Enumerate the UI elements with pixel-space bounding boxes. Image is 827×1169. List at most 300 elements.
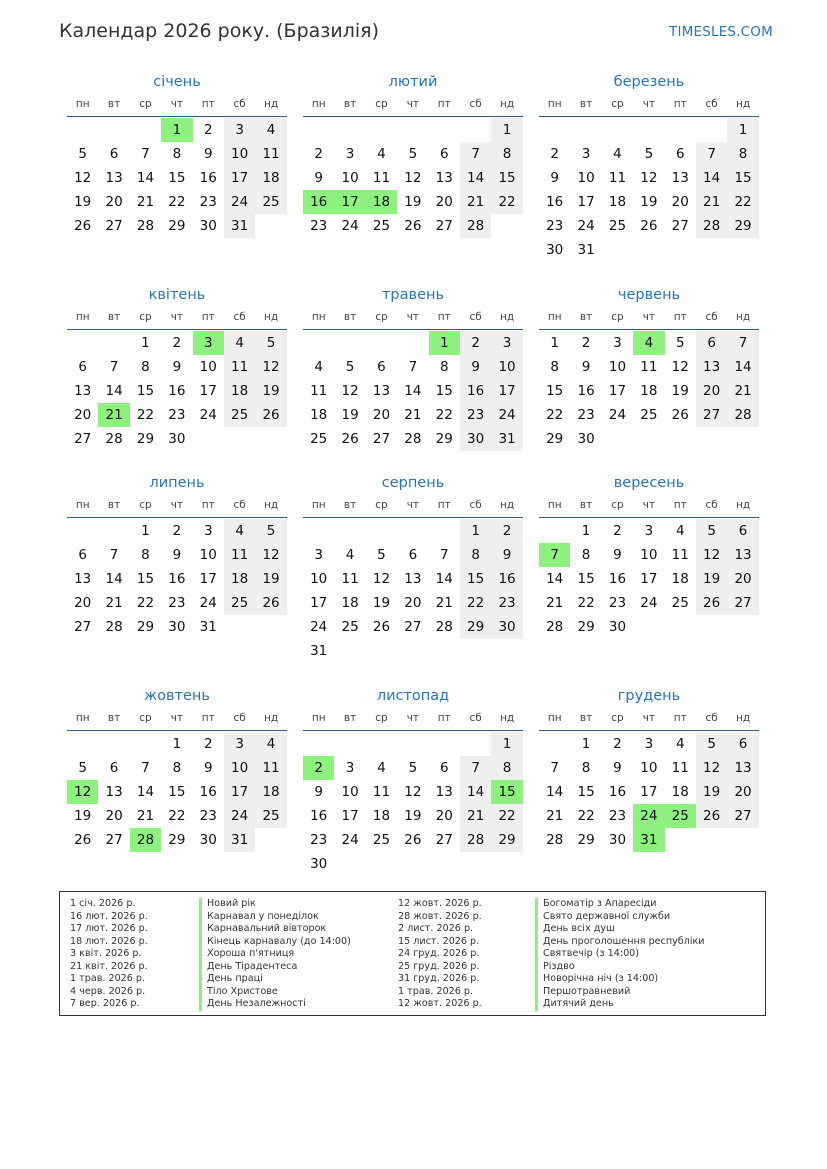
day-cell: 12 (640, 170, 658, 186)
empty-cell (366, 331, 397, 355)
day-cell: 25 (372, 832, 391, 848)
day-cell: 17 (491, 379, 522, 403)
day-cell: 6 (439, 146, 449, 162)
day-cell: 13 (671, 170, 689, 186)
day-cell: 26 (671, 407, 689, 423)
holiday-date: 1 трав. 2026 р. (398, 985, 474, 997)
day-cell: 15 (168, 784, 186, 800)
day-cell: 4 (377, 760, 386, 776)
day-cell: 7 (109, 359, 119, 375)
holiday-date: 15 лист. 2026 р. (398, 935, 480, 947)
day-cell: 3 (345, 146, 355, 162)
holiday-day-cell: 15 (491, 780, 522, 804)
day-cell: 25 (310, 431, 328, 447)
weekday-label: ср (375, 499, 388, 511)
day-cell: 10 (577, 170, 595, 186)
day-cell: 6 (377, 359, 386, 375)
month-name: листопад (376, 688, 450, 704)
day-cell: 19 (74, 194, 92, 210)
weekday-header (303, 495, 523, 518)
day-cell: 27 (105, 218, 123, 234)
day-cell: 30 (546, 242, 564, 258)
weekday-label: пт (437, 98, 451, 110)
day-cell: 28 (105, 431, 123, 447)
day-cell: 6 (727, 732, 758, 756)
day-cell: 30 (310, 856, 328, 872)
weekday-label: пт (201, 98, 215, 110)
day-cell: 30 (577, 431, 595, 447)
day-grid (67, 732, 287, 852)
day-cell: 17 (577, 194, 595, 210)
holiday-date: 2 лист. 2026 р. (398, 923, 474, 934)
holiday-day-cell: 12 (67, 780, 98, 804)
holiday-day-cell: 3 (193, 331, 224, 355)
day-cell: 24 (199, 407, 217, 423)
day-cell: 21 (435, 595, 453, 611)
empty-cell (303, 732, 334, 756)
day-cell: 14 (136, 170, 155, 186)
day-cell: 14 (460, 780, 491, 804)
day-grid (303, 519, 523, 663)
day-cell: 10 (224, 142, 255, 166)
weekday-label: ср (139, 712, 152, 724)
day-cell: 30 (608, 619, 627, 635)
day-cell: 10 (608, 359, 627, 375)
day-cell: 9 (203, 146, 213, 162)
weekday-label: вт (107, 499, 121, 511)
day-cell: 19 (671, 383, 689, 399)
day-cell: 7 (727, 331, 758, 355)
day-cell: 7 (141, 146, 150, 162)
empty-cell (130, 118, 161, 142)
weekday-label: ср (611, 712, 624, 724)
day-cell: 10 (310, 571, 328, 587)
day-cell: 6 (727, 519, 758, 543)
day-cell: 27 (696, 403, 727, 427)
holiday-date: 1 трав. 2026 р. (70, 973, 146, 984)
weekday-label: вт (579, 499, 593, 511)
day-cell: 27 (372, 431, 391, 447)
month-name: квітень (148, 287, 206, 303)
weekday-header (67, 495, 287, 518)
weekday-label: чт (170, 499, 184, 511)
day-cell: 19 (640, 194, 658, 210)
day-cell: 9 (491, 543, 522, 567)
day-cell: 28 (105, 619, 123, 635)
day-cell: 20 (435, 808, 453, 824)
weekday-label: вт (343, 311, 357, 323)
day-cell: 11 (671, 547, 689, 563)
day-cell: 14 (435, 571, 453, 587)
day-grid (303, 118, 523, 238)
day-grid (539, 331, 759, 451)
day-cell: 30 (491, 615, 522, 639)
empty-cell (429, 519, 460, 543)
month-name: травень (381, 287, 445, 303)
weekday-label: чт (170, 712, 184, 724)
day-cell: 5 (255, 331, 286, 355)
day-cell: 21 (460, 190, 491, 214)
day-cell: 15 (577, 571, 595, 587)
weekday-label: вт (107, 98, 121, 110)
day-cell: 16 (168, 383, 186, 399)
day-cell: 19 (255, 379, 286, 403)
day-cell: 22 (727, 190, 758, 214)
weekday-label: чт (406, 311, 420, 323)
day-cell: 30 (460, 427, 491, 451)
day-cell: 14 (727, 355, 758, 379)
month-name: лютий (388, 74, 438, 90)
holiday-date: 4 черв. 2026 р. (70, 985, 146, 997)
holiday-date: 12 жовт. 2026 р. (398, 898, 482, 909)
day-cell: 26 (404, 218, 422, 234)
weekday-header (539, 708, 759, 731)
weekday-label: пн (311, 712, 326, 724)
day-cell: 4 (255, 118, 286, 142)
month-name: серпень (381, 475, 445, 491)
weekday-header (303, 708, 523, 731)
day-cell: 1 (727, 118, 758, 142)
empty-cell (98, 519, 129, 543)
day-cell: 30 (608, 832, 627, 848)
weekday-label: вт (579, 712, 593, 724)
day-cell: 25 (608, 218, 627, 234)
day-cell: 19 (696, 567, 727, 591)
day-cell: 22 (491, 804, 522, 828)
weekday-label: пн (75, 712, 90, 724)
weekday-label: пн (311, 499, 326, 511)
day-cell: 9 (314, 784, 323, 800)
day-cell: 15 (491, 166, 522, 190)
day-cell: 20 (727, 780, 758, 804)
day-cell: 31 (310, 643, 328, 659)
day-cell: 24 (608, 407, 627, 423)
day-cell: 17 (341, 808, 359, 824)
empty-cell (366, 732, 397, 756)
empty-cell (539, 118, 570, 142)
day-cell: 17 (640, 784, 658, 800)
day-cell: 8 (581, 760, 591, 776)
holiday-name: Дитячий день (535, 998, 705, 1011)
weekday-label: сб (469, 98, 482, 110)
day-grid (303, 331, 523, 451)
day-cell: 21 (136, 194, 155, 210)
day-cell: 31 (199, 619, 217, 635)
day-cell: 24 (199, 595, 217, 611)
weekday-label: сб (233, 311, 246, 323)
weekday-label: пт (673, 311, 687, 323)
day-cell: 16 (608, 784, 627, 800)
day-cell: 11 (255, 142, 286, 166)
day-cell: 31 (224, 214, 255, 238)
day-grid (539, 732, 759, 852)
day-cell: 22 (577, 595, 595, 611)
page-title: Календар 2026 року. (Бразилія) (59, 20, 380, 42)
day-cell: 13 (74, 383, 92, 399)
day-cell: 2 (581, 335, 591, 351)
day-cell: 12 (74, 170, 92, 186)
day-cell: 1 (172, 736, 182, 752)
day-cell: 13 (727, 543, 758, 567)
day-cell: 4 (675, 736, 685, 752)
day-cell: 16 (168, 571, 186, 587)
weekday-label: пн (547, 311, 562, 323)
day-cell: 2 (613, 736, 622, 752)
holiday-day-cell: 16 (303, 190, 334, 214)
day-cell: 28 (460, 214, 491, 238)
day-cell: 19 (372, 595, 391, 611)
weekday-label: пн (547, 712, 562, 724)
day-cell: 10 (640, 547, 658, 563)
weekday-header (67, 307, 287, 330)
day-cell: 7 (109, 547, 119, 563)
weekday-label: вт (579, 311, 593, 323)
day-cell: 7 (460, 142, 491, 166)
day-cell: 18 (255, 166, 286, 190)
day-cell: 20 (105, 808, 123, 824)
day-cell: 12 (696, 756, 727, 780)
day-cell: 18 (310, 407, 328, 423)
day-cell: 10 (640, 760, 658, 776)
day-grid (303, 732, 523, 876)
day-cell: 2 (491, 519, 522, 543)
day-cell: 23 (460, 403, 491, 427)
month-name: вересень (613, 475, 685, 491)
weekday-label: нд (263, 311, 279, 323)
weekday-label: пт (673, 499, 687, 511)
empty-cell (67, 519, 98, 543)
day-cell: 4 (345, 547, 355, 563)
empty-cell (539, 519, 570, 543)
day-cell: 18 (224, 379, 255, 403)
day-cell: 4 (224, 331, 255, 355)
day-cell: 8 (727, 142, 758, 166)
holiday-date: 1 січ. 2026 р. (70, 898, 136, 909)
day-cell: 16 (608, 571, 627, 587)
day-cell: 7 (550, 760, 559, 776)
day-cell: 16 (199, 784, 217, 800)
empty-cell (633, 118, 664, 142)
month-calendar (67, 686, 287, 852)
day-cell: 15 (727, 166, 758, 190)
holiday-name: Богоматір з Апаресіди (535, 898, 705, 911)
empty-cell (334, 331, 365, 355)
day-cell: 5 (675, 335, 685, 351)
holiday-name: Карнавальний вівторок (199, 923, 351, 936)
day-cell: 7 (141, 760, 150, 776)
weekday-label: сб (469, 311, 482, 323)
day-cell: 23 (310, 832, 328, 848)
day-cell: 30 (199, 218, 217, 234)
weekday-label: нд (499, 712, 515, 724)
day-cell: 27 (435, 832, 453, 848)
day-cell: 8 (550, 359, 559, 375)
day-cell: 31 (224, 828, 255, 852)
day-cell: 8 (491, 756, 522, 780)
weekday-label: пт (673, 712, 687, 724)
day-cell: 11 (372, 170, 391, 186)
day-grid (539, 519, 759, 639)
day-cell: 2 (172, 335, 182, 351)
day-cell: 5 (255, 519, 286, 543)
day-cell: 13 (696, 355, 727, 379)
empty-cell (98, 331, 129, 355)
weekday-label: пт (201, 712, 215, 724)
day-cell: 22 (168, 808, 186, 824)
day-cell: 16 (199, 170, 217, 186)
holiday-day-cell: 18 (366, 190, 397, 214)
empty-cell (397, 331, 428, 355)
day-cell: 14 (404, 383, 422, 399)
day-cell: 8 (141, 359, 150, 375)
day-cell: 22 (136, 407, 155, 423)
day-cell: 18 (372, 808, 391, 824)
day-cell: 26 (255, 403, 286, 427)
day-grid (539, 118, 759, 262)
empty-cell (397, 732, 428, 756)
day-cell: 28 (727, 403, 758, 427)
weekday-label: чт (170, 311, 184, 323)
day-cell: 8 (460, 543, 491, 567)
weekday-label: ср (139, 311, 152, 323)
day-cell: 1 (460, 519, 491, 543)
month-calendar (539, 72, 759, 262)
day-cell: 11 (608, 170, 627, 186)
weekday-label: чт (642, 499, 656, 511)
day-cell: 29 (168, 832, 186, 848)
day-cell: 10 (224, 756, 255, 780)
day-cell: 7 (460, 756, 491, 780)
day-cell: 5 (78, 760, 87, 776)
weekday-label: вт (579, 98, 593, 110)
day-cell: 29 (136, 431, 155, 447)
day-cell: 26 (74, 832, 92, 848)
day-cell: 6 (408, 547, 418, 563)
day-cell: 3 (491, 331, 522, 355)
weekday-label: чт (406, 98, 420, 110)
day-cell: 28 (435, 619, 453, 635)
day-cell: 23 (199, 808, 217, 824)
month-calendar (539, 686, 759, 852)
day-cell: 25 (255, 190, 286, 214)
day-cell: 29 (727, 214, 758, 238)
month-name: січень (153, 74, 201, 90)
day-cell: 24 (491, 403, 522, 427)
day-cell: 15 (577, 784, 595, 800)
day-cell: 28 (404, 431, 422, 447)
day-cell: 10 (341, 784, 359, 800)
day-cell: 22 (460, 591, 491, 615)
day-cell: 15 (435, 383, 453, 399)
day-cell: 31 (491, 427, 522, 451)
weekday-label: вт (343, 499, 357, 511)
day-cell: 11 (372, 784, 391, 800)
month-name: липень (149, 475, 205, 491)
holiday-name: Святвечір (з 14:00) (535, 948, 705, 961)
day-cell: 27 (74, 431, 92, 447)
holiday-date: 24 груд. 2026 р. (398, 948, 480, 959)
holiday-day-cell: 7 (539, 543, 570, 567)
day-cell: 10 (491, 355, 522, 379)
weekday-label: пн (547, 499, 562, 511)
day-cell: 11 (224, 543, 255, 567)
empty-cell (602, 118, 633, 142)
holiday-date: 28 жовт. 2026 р. (398, 910, 482, 922)
weekday-label: нд (499, 499, 515, 511)
day-cell: 13 (105, 784, 123, 800)
day-cell: 26 (372, 619, 391, 635)
day-cell: 23 (168, 407, 186, 423)
day-cell: 3 (224, 118, 255, 142)
day-cell: 24 (224, 190, 255, 214)
empty-cell (334, 118, 365, 142)
day-cell: 4 (675, 523, 685, 539)
day-cell: 19 (255, 567, 286, 591)
day-cell: 30 (168, 619, 186, 635)
weekday-label: ср (611, 98, 624, 110)
day-cell: 30 (168, 431, 186, 447)
day-cell: 23 (546, 218, 564, 234)
day-cell: 11 (341, 571, 359, 587)
day-cell: 20 (696, 379, 727, 403)
day-cell: 20 (74, 595, 92, 611)
day-cell: 6 (78, 359, 87, 375)
weekday-label: сб (233, 98, 246, 110)
day-cell: 23 (491, 591, 522, 615)
day-cell: 3 (613, 335, 622, 351)
weekday-label: нд (735, 311, 751, 323)
day-cell: 5 (696, 732, 727, 756)
day-cell: 9 (613, 760, 622, 776)
month-calendar (539, 285, 759, 451)
month-calendar (67, 285, 287, 451)
day-cell: 12 (255, 543, 286, 567)
day-cell: 14 (546, 784, 564, 800)
holiday-day-cell: 25 (665, 804, 696, 828)
day-cell: 1 (491, 732, 522, 756)
weekday-label: ср (611, 499, 624, 511)
day-cell: 27 (727, 591, 758, 615)
day-cell: 5 (345, 359, 355, 375)
month-calendar (303, 473, 523, 663)
day-cell: 8 (581, 547, 591, 563)
day-cell: 21 (136, 808, 155, 824)
day-cell: 25 (255, 804, 286, 828)
holiday-date: 31 груд. 2026 р. (398, 973, 480, 984)
holiday-day-cell: 31 (633, 828, 664, 852)
month-calendar (303, 285, 523, 451)
weekday-label: вт (107, 712, 121, 724)
empty-cell (397, 519, 428, 543)
day-cell: 15 (136, 571, 155, 587)
day-cell: 21 (546, 595, 564, 611)
empty-cell (460, 118, 491, 142)
weekday-label: сб (233, 499, 246, 511)
holiday-dates-right (398, 898, 482, 1011)
weekday-label: сб (705, 311, 718, 323)
day-cell: 24 (310, 619, 328, 635)
empty-cell (303, 331, 334, 355)
day-cell: 20 (105, 194, 123, 210)
brand-link[interactable]: TIMESLES.COM (669, 24, 773, 40)
day-cell: 26 (74, 218, 92, 234)
day-cell: 14 (105, 571, 123, 587)
day-cell: 21 (105, 595, 123, 611)
holiday-name: Хороша п'ятниця (199, 948, 351, 961)
weekday-header (67, 94, 287, 117)
day-cell: 25 (372, 218, 391, 234)
holiday-date: 18 лют. 2026 р. (70, 935, 148, 947)
